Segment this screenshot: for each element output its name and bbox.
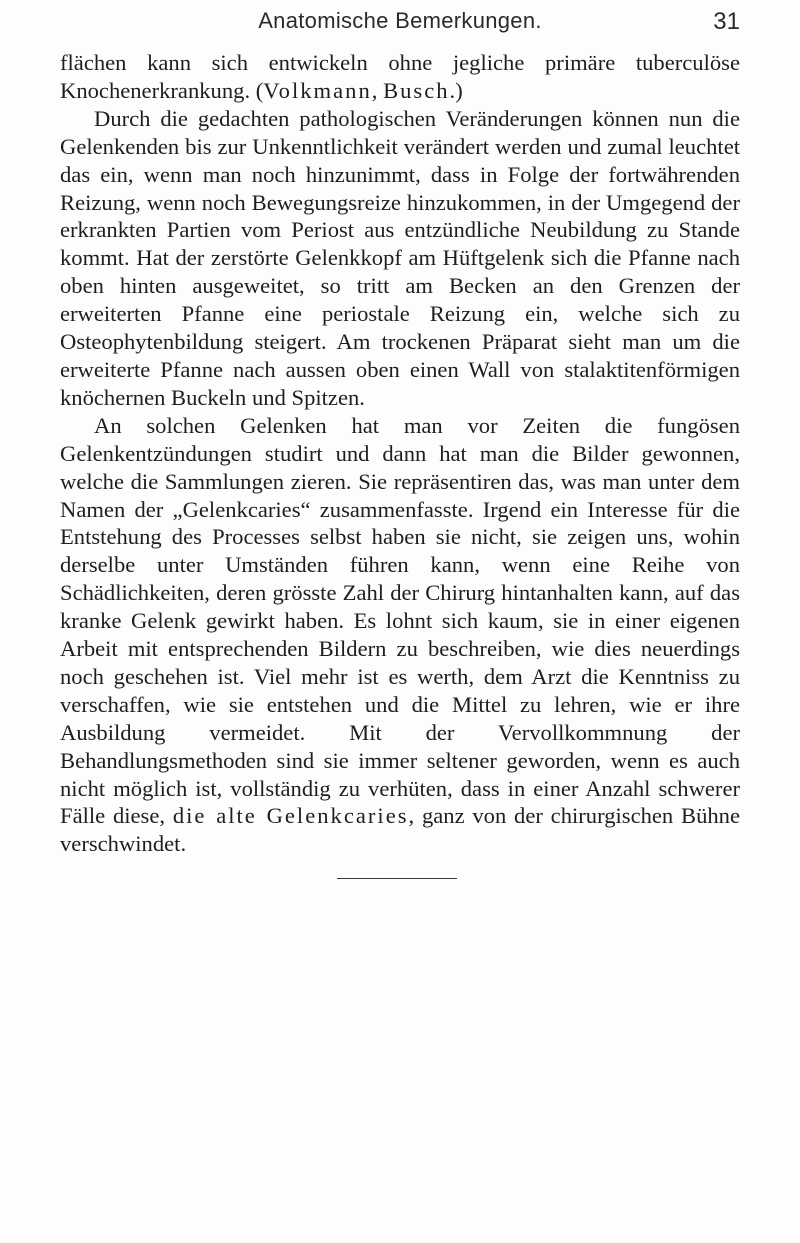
author-name-volkmann: Volkmann xyxy=(263,77,372,103)
author-name-busch: Busch xyxy=(383,77,450,103)
paragraph-2 xyxy=(60,105,740,412)
page-number: 31 xyxy=(713,8,740,35)
running-head xyxy=(60,8,740,38)
paragraph-3-text: An solchen Gelenken hat man vor Zeiten die fungösen Gelenkentzündungen studirt und dann hat man die Bilder gewonnen, welche die Sammlungen zieren. Sie repräsentiren das, was man unter dem Namen der „Gelenkcaries“ zusammenfasste. Irgend ein Interesse für die Entstehung des Processes selbst haben sie nicht, sie zeigen uns, wohin derselbe unter Umständen führen kann, wenn eine Reihe von Schädlichkeiten, deren grösste Zahl der Chirurg hintanhalten kann, auf das kranke Gelenk gewirkt haben. Es lohnt sich kaum, sie in einer eigenen Arbeit mit entsprechenden Bildern zu beschreiben, wie dies neuerdings noch geschehen ist. Viel mehr ist es werth, dem Arzt die Kenntniss zu verschaffen, wie sie entstehen und die Mittel zu lehren, wie er ihre Ausbildung vermeidet. Mit der Vervollkommnung der Behandlungsmethoden sind sie immer seltener geworden, wenn es auch nicht möglich ist, vollständig zu verhüten, dass in einer Anzahl schwerer Fälle diese, xyxy=(60,412,740,829)
body-text xyxy=(60,49,740,858)
section-end-rule xyxy=(337,878,457,879)
paragraph-2-text: Durch die gedachten pathologischen Veränderungen können nun die Gelenkenden bis zur Unkenntlichkeit verändert werden und zumal leuchtet das ein, wenn man noch hinzunimmt, dass in Folge der fortwährenden Reizung, wenn noch Bewegungsreize hinzukommen, in der Umgegend der erkrankten Partien vom Periost aus entzündliche Neubildung zu Stande kommt. Hat der zerstörte Gelenkkopf am Hüftgelenk sich die Pfanne nach oben hinten ausgeweitet, so tritt am Becken an den Grenzen der erweiterten Pfanne eine periostale Reizung ein, welche sich zu Osteophytenbildung steigert. Am trockenen Präparat sieht man um die erweiterte Pfanne nach aussen oben einen Wall von stalaktitenförmigen knöchernen Buckeln und Spitzen. xyxy=(60,105,740,410)
emphasized-term-gelenkcaries: die alte Gelenkcaries xyxy=(172,803,409,829)
paragraph-3 xyxy=(60,412,740,859)
paragraph-3-ending: , ganz von der chirurgischen Bühne verschwindet. xyxy=(60,803,740,857)
paragraph-1-text: flächen kann sich entwickeln ohne jegliche primäre tuberculöse Knochenerkrankung. ( xyxy=(60,50,740,103)
paragraph-1-closing: .) xyxy=(449,77,463,103)
paragraph-1-separator: , xyxy=(371,77,384,103)
running-title: Anatomische Bemerkungen. xyxy=(258,8,542,33)
paragraph-1 xyxy=(60,49,740,105)
